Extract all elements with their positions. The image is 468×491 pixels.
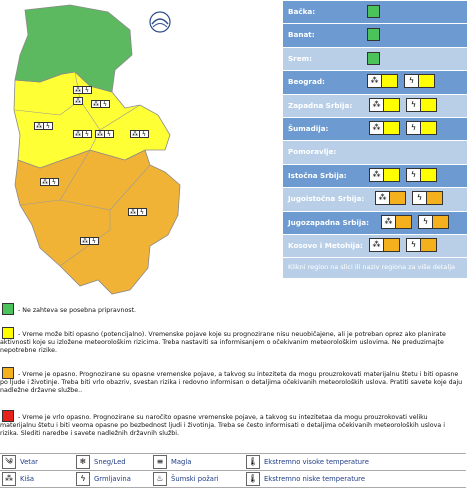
region-label[interactable]: Zapadna Srbija: xyxy=(288,100,353,110)
region-note-row xyxy=(283,258,467,278)
lightning-icon: ϟ xyxy=(46,123,50,130)
region-row-jugoistocna-srbija[interactable] xyxy=(283,188,467,211)
lightning-icon: ϟ xyxy=(92,238,96,245)
level-fill xyxy=(419,75,434,87)
legend-label: Grmljavina xyxy=(94,475,131,483)
level-text xyxy=(0,307,464,315)
lightning-icon: ϟ xyxy=(405,75,419,87)
region-label[interactable]: Bačka: xyxy=(288,7,316,16)
wind-snow-icon: ⁂ xyxy=(75,131,81,138)
level-text xyxy=(0,414,464,438)
region-row-kosovo-metohija[interactable] xyxy=(283,235,467,258)
level-fill xyxy=(396,216,411,228)
warning-box xyxy=(369,238,400,252)
legend-item-high-temp xyxy=(246,455,369,469)
level-swatch-green xyxy=(367,52,380,65)
region-row-srem[interactable] xyxy=(283,48,467,71)
level-text xyxy=(0,331,464,355)
level-fill xyxy=(384,239,399,251)
region-label[interactable]: Pomoravlje: xyxy=(288,147,337,157)
legend-item-snow-ice xyxy=(76,455,126,469)
level-swatch-green xyxy=(367,5,380,18)
level-red-text: - Vreme je vrlo opasno. Prognozirane su naročito opasne vremenske pojave, a takvog su intezitetaa da mogu prouzrokovati veliku materijalnu štetu i biti veoma opasne po bezbednost ljudi i životinja. Treba se često informisati o detaljima očekivanih meteoroloških uslova i rizika. Slediti naredbe i savete nadležnih državnih službi. xyxy=(0,414,445,437)
map-marker-beograd-2[interactable] xyxy=(73,97,83,105)
legend-label: Vetar xyxy=(20,458,38,466)
wind-snow-icon: ⁂ xyxy=(97,131,103,138)
icon-legend-row xyxy=(0,453,466,470)
rain-icon: ⁂ xyxy=(2,472,16,486)
wind-snow-icon: ⁂ xyxy=(42,179,48,186)
region-row-sumadija[interactable] xyxy=(283,118,467,141)
legend-label: Ekstremno visoke temperature xyxy=(264,458,369,466)
wind-snow-icon: ⁂ xyxy=(130,209,136,216)
lightning-icon: ϟ xyxy=(85,131,89,138)
region-row-beograd[interactable] xyxy=(283,71,467,94)
region-row-banat[interactable] xyxy=(283,24,467,47)
level-fill xyxy=(421,122,436,134)
warning-box xyxy=(369,168,400,182)
wind-snow-icon: ⁂ xyxy=(82,238,88,245)
region-note: Klikni region na slici ili naziv regiona za više detalja xyxy=(288,263,456,272)
map-marker-kosovo[interactable] xyxy=(80,237,99,245)
warning-box xyxy=(406,168,437,182)
region-row-zapadna-srbija[interactable] xyxy=(283,95,467,118)
legend-label: Kiša xyxy=(20,475,35,483)
wind-snow-icon: ⁂ xyxy=(370,99,384,111)
wind-snow-icon: ⁂ xyxy=(370,122,384,134)
wind-snow-icon: ⁂ xyxy=(93,101,99,108)
warning-box xyxy=(406,121,437,135)
region-row-istocna-srbija[interactable] xyxy=(283,165,467,188)
lightning-icon: ϟ xyxy=(103,101,107,108)
warning-box xyxy=(381,215,412,229)
lightning-icon: ϟ xyxy=(407,122,421,134)
level-fill xyxy=(421,169,436,181)
serbia-warning-map[interactable] xyxy=(0,0,282,298)
wind-snow-icon: ⁂ xyxy=(75,87,81,94)
high-temp-icon: 🌡 xyxy=(246,455,260,469)
level-text xyxy=(0,371,464,395)
map-region-south[interactable] xyxy=(15,150,180,294)
thunderstorm-icon: ϟ xyxy=(76,472,90,486)
legend-item-forest-fire xyxy=(153,472,219,486)
warning-box xyxy=(369,121,400,135)
level-fill xyxy=(421,239,436,251)
warning-box xyxy=(412,191,443,205)
legend-item-wind xyxy=(2,455,38,469)
map-marker-beograd[interactable] xyxy=(73,86,92,94)
region-label[interactable]: Šumadija: xyxy=(288,123,329,133)
warning-box xyxy=(406,98,437,112)
level-orange-text: - Vreme je opasno. Prognozirane su opasne vremenske pojave, a takvog su inteziteta da mogu prouzrokovati materijalnu štetu i biti opasne po ljude i životinje. Treba biti vrlo obazriv, svestan rizika i redovno informisan o detaljima očekivanih meteoroloških uslova. Pratiti savete koje daju nadležne državne službe.. xyxy=(0,371,463,394)
wind-icon: ༄ xyxy=(2,455,16,469)
wind-snow-icon: ⁂ xyxy=(382,216,396,228)
wind-snow-icon: ⁂ xyxy=(370,239,384,251)
legend-label: Magla xyxy=(171,458,192,466)
lightning-icon: ϟ xyxy=(419,216,433,228)
region-legend-table xyxy=(283,1,467,278)
legend-item-thunderstorm xyxy=(76,472,131,486)
lightning-icon: ϟ xyxy=(407,169,421,181)
lightning-icon: ϟ xyxy=(407,239,421,251)
legend-label: Ekstremno niske temperature xyxy=(264,475,366,483)
map-marker-zapadna[interactable] xyxy=(34,122,53,130)
level-fill xyxy=(390,192,405,204)
legend-label: Sneg/Led xyxy=(94,458,126,466)
warning-box xyxy=(404,74,435,88)
level-fill xyxy=(384,169,399,181)
level-fill xyxy=(433,216,448,228)
legend-item-fog xyxy=(153,455,191,469)
fog-icon: ≡ xyxy=(153,455,167,469)
lightning-icon: ϟ xyxy=(142,131,146,138)
icon-legend xyxy=(0,453,468,491)
lightning-icon: ϟ xyxy=(407,99,421,111)
lightning-icon: ϟ xyxy=(140,209,144,216)
wind-snow-icon: ⁂ xyxy=(376,192,390,204)
map-svg xyxy=(0,0,282,298)
level-fill xyxy=(384,99,399,111)
warning-box xyxy=(406,238,437,252)
warning-box xyxy=(369,98,400,112)
lightning-icon: ϟ xyxy=(85,87,89,94)
level-yellow-text: - Vreme može biti opasno (potencijalno). Vremenske pojave koje su prognozirane nisu neuobičajene, ali je potreban oprez ako planirate aktivnosti koje su izložene meteorološkim rizicima. Treba nastaviti sa informisanjem o očekivanim meteorološkim uslovima. Ne preduzimajte nepotrebne rizike. xyxy=(0,331,446,354)
level-fill xyxy=(427,192,442,204)
level-fill xyxy=(421,99,436,111)
lightning-icon: ϟ xyxy=(52,179,56,186)
map-marker-sumadija[interactable] xyxy=(73,130,92,138)
rhmz-logo xyxy=(150,12,170,32)
level-yellow-description xyxy=(0,327,468,359)
level-orange-description xyxy=(0,367,468,403)
wind-snow-icon: ⁂ xyxy=(132,131,138,138)
level-green-description xyxy=(0,303,468,317)
level-red-description xyxy=(0,410,468,446)
forest-fire-icon: ♨ xyxy=(153,472,167,486)
region-label[interactable]: Istočna Srbija: xyxy=(288,170,347,180)
map-marker-sumadija-north[interactable] xyxy=(91,100,110,108)
map-marker-jugoistocna[interactable] xyxy=(128,208,147,216)
region-label[interactable]: Beograd: xyxy=(288,77,325,87)
region-label[interactable]: Kosovo i Metohija: xyxy=(288,240,363,250)
lightning-icon: ϟ xyxy=(107,131,111,138)
icon-legend-row xyxy=(0,470,466,488)
warning-box xyxy=(367,74,398,88)
level-green-text: - Ne zahteva se posebna pripravnost. xyxy=(18,307,137,314)
region-label[interactable]: Banat: xyxy=(288,30,315,40)
region-label[interactable]: Jugoistočna Srbija: xyxy=(288,194,365,204)
warning-box xyxy=(418,215,449,229)
level-fill xyxy=(382,75,397,87)
wind-snow-icon: ⁂ xyxy=(368,75,382,87)
region-row-pomoravlje[interactable] xyxy=(283,141,467,164)
map-marker-pomoravlje[interactable] xyxy=(95,130,114,138)
legend-item-low-temp xyxy=(246,472,365,486)
legend-label: Šumski požari xyxy=(171,475,219,483)
low-temp-icon: 🌡 xyxy=(246,472,260,486)
map-marker-istocna[interactable] xyxy=(130,130,149,138)
legend-item-rain xyxy=(2,472,34,486)
region-row-jugozapadna-srbija[interactable] xyxy=(283,212,467,235)
region-label[interactable]: Srem: xyxy=(288,53,312,63)
snow-ice-icon: ❄ xyxy=(76,455,90,469)
region-row-backa[interactable] xyxy=(283,1,467,24)
level-swatch-green xyxy=(367,28,380,41)
region-label[interactable]: Jugozapadna Srbija: xyxy=(288,217,370,227)
wind-snow-icon: ⁂ xyxy=(36,123,42,130)
wind-snow-icon: ⁂ xyxy=(370,169,384,181)
level-fill xyxy=(384,122,399,134)
wind-snow-icon: ⁂ xyxy=(75,98,81,105)
map-marker-zlatibor[interactable] xyxy=(40,178,59,186)
lightning-icon: ϟ xyxy=(413,192,427,204)
warning-box xyxy=(375,191,406,205)
